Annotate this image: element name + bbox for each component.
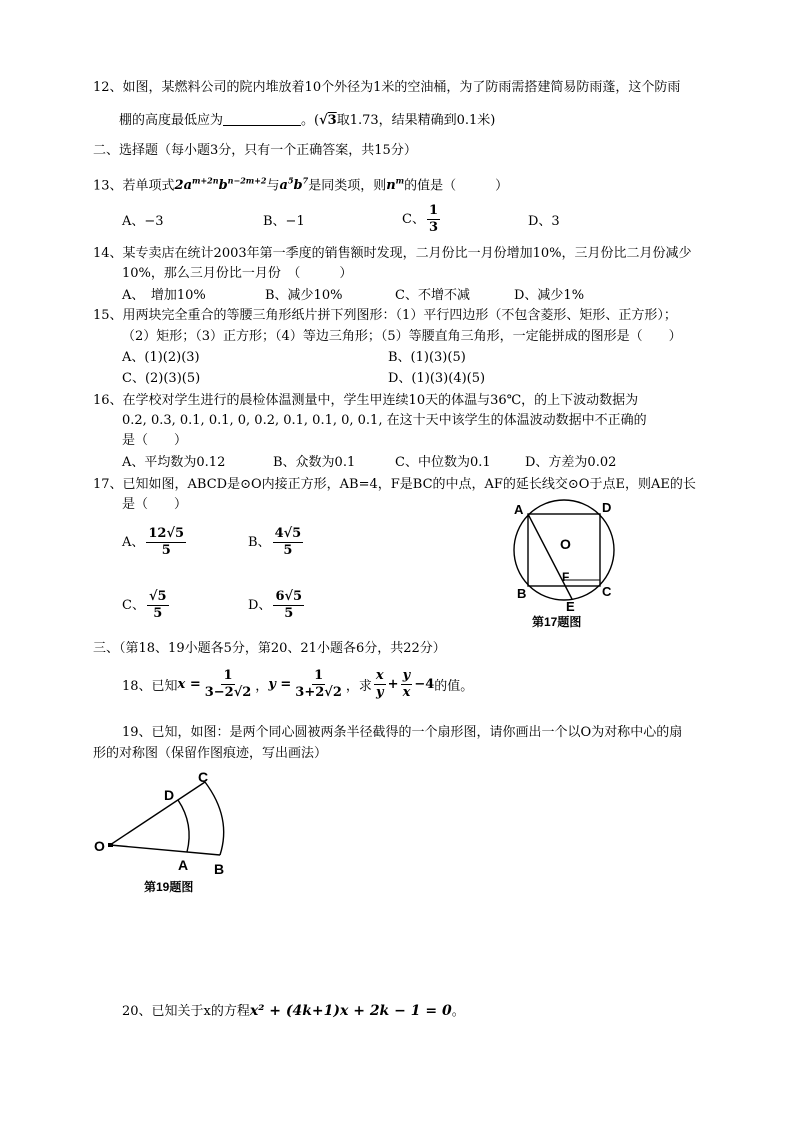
q18-tail: −4 (414, 677, 435, 692)
q14-option-d[interactable]: D、减少1% (514, 288, 585, 303)
q14-line1: 14、某专卖店在统计2003年第一季度的销售额时发现，二月份比一月份增加10%，三月份比二月份减少 (93, 246, 692, 261)
q13-option-c-label: C、 (402, 212, 425, 227)
q19-radius-oc (110, 782, 205, 845)
q12-paren: 。( (301, 113, 320, 128)
q17-option-d[interactable] (248, 589, 306, 622)
q13-monomial-1: $2a^{m+2n}b^{n-2m+2}$ (174, 176, 267, 194)
q12-sqrt-value: 3 (327, 113, 337, 128)
q18-mid: ，求 (345, 679, 372, 694)
q19-label-c: C (198, 769, 209, 785)
q17-label-f: F (562, 570, 570, 584)
q12-line2-text: 棚的高度最低应为 (119, 113, 224, 128)
q15-line1: 15、用两块完全重合的等腰三角形纸片拼下列图形：（1）平行四边形（不包含菱形、矩形、正方形）； (93, 308, 677, 323)
q16-line1: 16、在学校对学生进行的晨检体温测量中，学生甲连续10天的体温与36℃，的上下波动数据为 (93, 393, 639, 408)
q18-x-den: 3−2√2 (204, 685, 252, 700)
q17-option-c-den: 5 (153, 606, 163, 621)
q13-stem-b: 与 (266, 178, 280, 194)
q15-line2: （2）矩形；（3）正方形；（4）等边三角形；（5）等腰直角三角形，一定能拼成的图形是（ ） (122, 329, 682, 344)
q18-plus: + (387, 677, 399, 692)
q13-stem-c: 是同类项，则 (308, 178, 387, 194)
q16-option-b[interactable]: B、众数为0.1 (273, 455, 356, 470)
q19-label-o: O (94, 838, 105, 854)
q18-f1-den: y (375, 685, 384, 700)
q17-option-a[interactable] (122, 526, 188, 559)
q13-option-a[interactable]: A、−3 (122, 214, 164, 229)
q17-option-c-num: √5 (148, 589, 167, 604)
q12-line1: 12、如图，某燃料公司的院内堆放着10个外径为1米的空油桶，为了防雨需搭建简易防雨蓬，这个防雨 (93, 80, 681, 95)
q17-label-b: B (517, 586, 527, 601)
q18-end: 的值。 (434, 679, 474, 694)
q18-f1-num: x (375, 668, 384, 683)
q20-label: 20、已知关于x的方程 (122, 1004, 250, 1019)
q17-option-b-den: 5 (283, 543, 293, 558)
q16-line3: 是（ ） (122, 433, 188, 448)
q18-x-lhs: x = (177, 677, 201, 692)
q19-line2: 形的对称图（保留作图痕迹，写出画法） (93, 746, 328, 761)
q19-label-a: A (178, 857, 189, 873)
q13-stem-a: 13、若单项式 (93, 178, 175, 194)
q18-line (122, 668, 473, 701)
q13-option-c[interactable] (402, 203, 442, 236)
q17-option-c-label: C、 (122, 598, 145, 613)
q15-option-b[interactable]: B、(1)(3)(5) (388, 350, 466, 365)
q19-label-b: B (214, 861, 225, 877)
q18-label: 18、已知 (122, 679, 178, 694)
q18-y-den: 3+2√2 (295, 685, 342, 700)
q19-label-d: D (164, 787, 175, 803)
section3-title: 三、（第18、19小题各5分，第20、21小题各6分，共22分） (93, 641, 446, 656)
q17-option-a-den: 5 (161, 543, 171, 558)
q19-radius-ob (110, 845, 220, 855)
q12-answer-blank[interactable] (223, 111, 301, 126)
q17-label-e: E (566, 599, 575, 614)
q14-option-a[interactable]: A、 增加10% (122, 288, 206, 303)
q17-option-c[interactable] (122, 589, 171, 622)
q19-outer-arc (205, 782, 224, 855)
q15-option-a[interactable]: A、(1)(2)(3) (122, 350, 200, 365)
q17-option-d-num: 6√5 (275, 589, 303, 604)
q13-option-c-den: 3 (428, 220, 438, 235)
q17-label-c: C (602, 584, 612, 599)
q12-note: 取1.73，结果精确到0.1米) (336, 113, 496, 128)
q16-option-d[interactable]: D、方差为0.02 (525, 455, 617, 470)
q17-label-a: A (514, 502, 524, 517)
q16-option-a[interactable]: A、平均数为0.12 (122, 455, 226, 470)
q15-option-d[interactable]: D、(1)(3)(4)(5) (388, 371, 486, 386)
q16-line2: 0.2, 0.3, 0.1, 0.1, 0, 0.2, 0.1, 0.1, 0, 0.1, 在这十天中该学生的体温波动数据中不正确的 (122, 413, 647, 428)
q13-stem (93, 172, 508, 195)
q18-y-lhs: y = (268, 677, 292, 692)
q17-option-b-label: B、 (248, 535, 271, 550)
q18-sep: ， (255, 679, 269, 694)
q15-option-c[interactable]: C、(2)(3)(5) (122, 371, 201, 386)
q17-label-d: D (602, 500, 612, 515)
q17-option-a-num: 12√5 (148, 526, 185, 541)
q13-power: $n^m$ (386, 176, 405, 194)
q17-option-b-num: 4√5 (274, 526, 302, 541)
q20-line (122, 1002, 465, 1021)
q13-stem-d: 的值是（ ） (404, 178, 509, 194)
q20-end: 。 (451, 1004, 465, 1019)
q18-x-num: 1 (223, 668, 233, 683)
q19-center-mark (108, 843, 113, 847)
q19-figure (90, 762, 240, 902)
q19-line1: 19、已知，如图：是两个同心圆被两条半径截得的一个扇形图，请你画出一个以O为对称中心的扇 (122, 725, 683, 740)
q14-line2: 10%，那么三月份比一月份 （ ） (122, 266, 353, 281)
q18-y-num: 1 (314, 668, 324, 683)
q18-f2-num: y (402, 668, 411, 683)
q13-monomial-2: $a^5b^7$ (279, 176, 309, 194)
q17-option-a-label: A、 (122, 535, 145, 550)
q17-option-d-den: 5 (284, 606, 294, 621)
q18-f2-den: x (402, 685, 411, 700)
q13-option-d[interactable]: D、3 (528, 214, 560, 229)
q17-figure (502, 494, 632, 634)
q17-option-d-label: D、 (248, 598, 272, 613)
q19-inner-arc (178, 800, 189, 852)
q12-line2: 棚的高度最低应为 。(√3取1.73，结果精确到0.1米) (119, 113, 496, 128)
q16-option-c[interactable]: C、中位数为0.1 (395, 455, 491, 470)
q17-line2: 是（ ） (122, 497, 188, 512)
q14-option-c[interactable]: C、不增不减 (395, 288, 470, 303)
q17-option-b[interactable] (248, 526, 305, 559)
q17-line1: 17、已知如图，ABCD是⊙O内接正方形，AB=4，F是BC的中点，AF的延长线交⊙O于点E，则AE的长 (93, 477, 696, 492)
q13-option-b[interactable]: B、−1 (263, 214, 305, 229)
q20-equation: x² + (4k+1)x + 2k − 1 = 0 (249, 1003, 452, 1019)
q17-label-o: O (560, 536, 571, 552)
q14-option-b[interactable]: B、减少10% (265, 288, 343, 303)
section2-title: 二、选择题（每小题3分，只有一个正确答案，共15分） (93, 143, 417, 158)
q19-caption: 第19题图 (144, 880, 194, 894)
q13-option-c-num: 1 (428, 203, 438, 218)
q17-caption: 第17题图 (532, 615, 582, 629)
